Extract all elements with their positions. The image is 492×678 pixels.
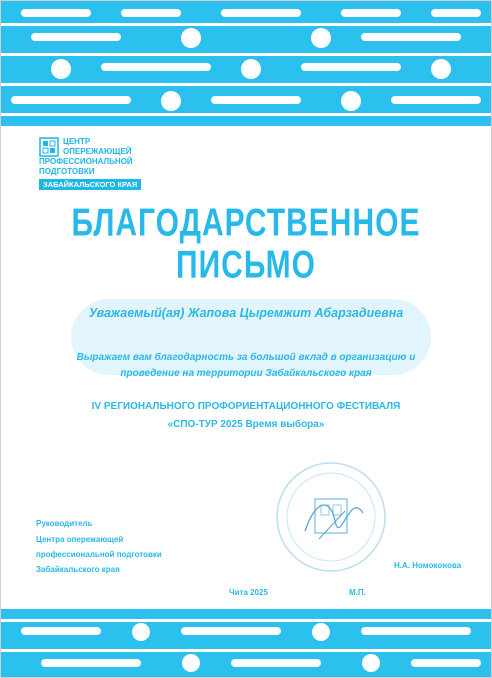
organization-logo — [39, 137, 149, 193]
stamp-place-label: М.П. — [349, 588, 366, 597]
logo-mark-icon — [39, 137, 59, 157]
bottom-decorative-band — [1, 609, 491, 677]
logo-text-line: ЦЕНТР — [63, 137, 91, 146]
certificate-title-line-1: БЛАГОДАРСТВЕННОЕ — [71, 201, 421, 245]
city-year: Чита 2025 — [229, 588, 268, 597]
signer-role-line-1: Руководитель — [36, 519, 93, 528]
signer-role-line-2: Центра опережающей — [36, 535, 124, 544]
signer-name: Н.А. Номоконова — [394, 561, 462, 570]
logo-text-line: ОПЕРЕЖАЮЩЕЙ — [63, 147, 132, 156]
top-decorative-band — [1, 1, 491, 126]
signer-role-line-4: Забайкальского края — [36, 565, 120, 574]
festival-name-line-2: «СПО-ТУР 2025 Время выбора» — [167, 419, 325, 430]
gratitude-text-line-2: проведение на территории Забайкальского края — [120, 368, 372, 379]
certificate-title-line-2: ПИСЬМО — [176, 243, 316, 287]
signature-stroke — [305, 505, 363, 531]
gratitude-text-line-1: Выражаем вам благодарность за большой вклад в организацию и — [76, 352, 416, 363]
festival-name-line-1: IV РЕГИОНАЛЬНОГО ПРОФОРИЕНТАЦИОННОГО ФЕСТИВАЛЯ — [91, 401, 401, 412]
signer-role-line-3: профессиональной подготовки — [36, 550, 162, 559]
official-seal — [275, 461, 387, 573]
logo-text-line: ПОДГОТОВКИ — [39, 167, 95, 176]
logo-region-label: ЗАБАЙКАЛЬСКОГО КРАЯ — [39, 179, 141, 190]
addressee: Уважаемый(ая) Жапова Цыремжит Абарзадиевна — [88, 306, 404, 320]
logo-text-line: ПРОФЕССИОНАЛЬНОЙ — [39, 157, 133, 166]
